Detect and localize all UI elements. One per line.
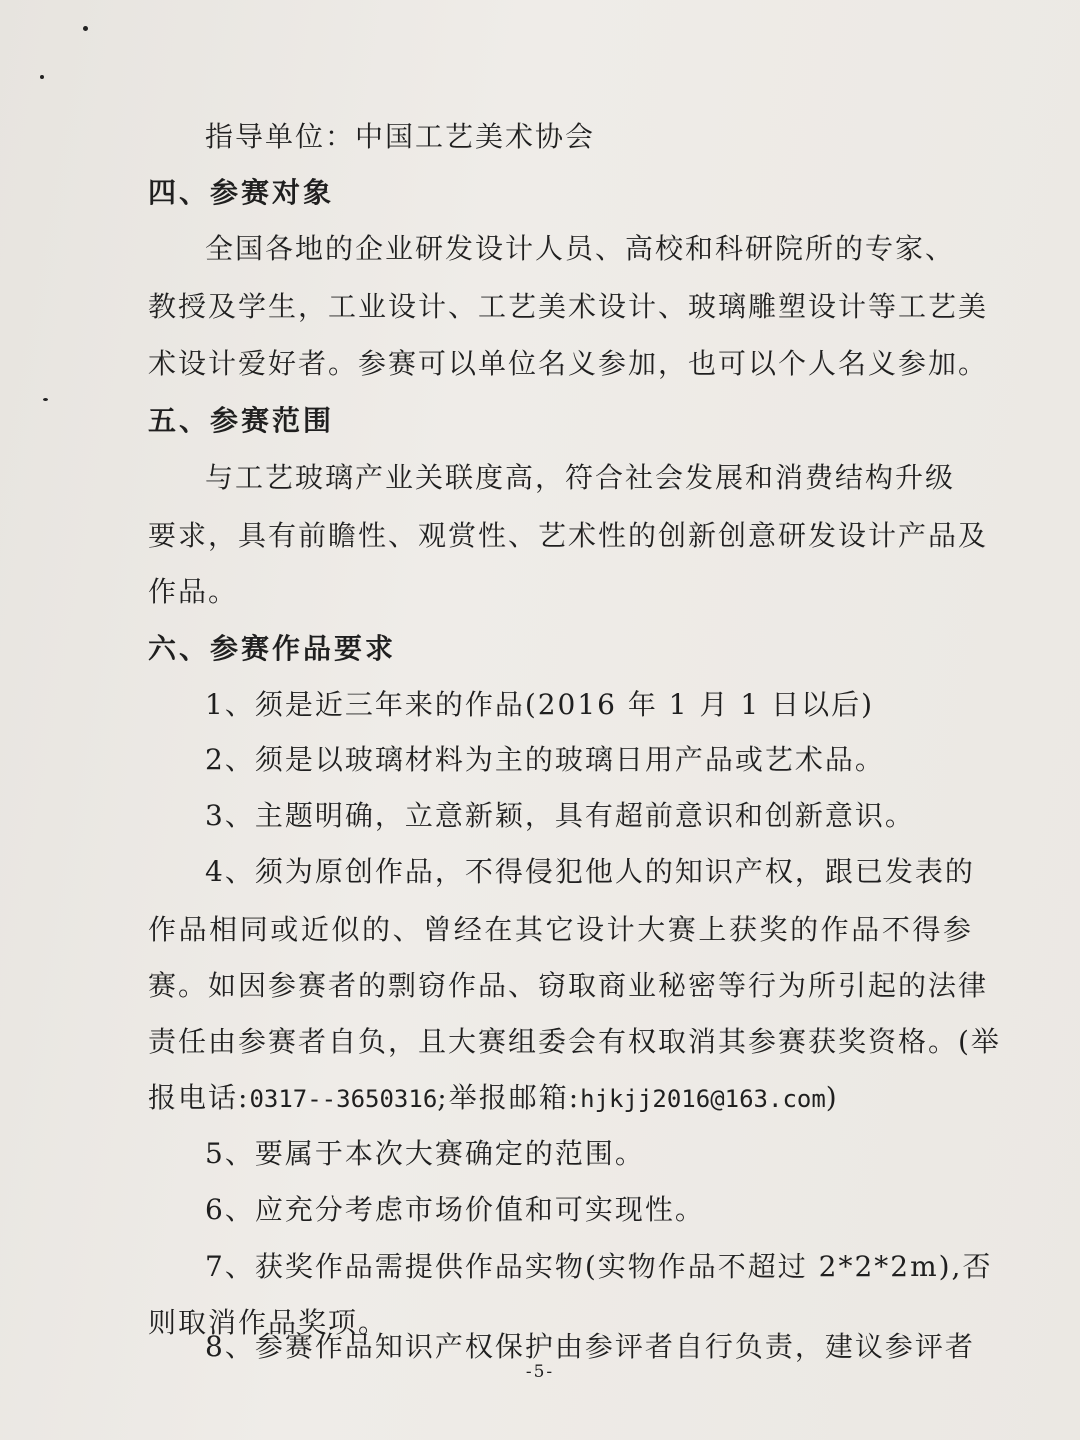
list-item: 2、须是以玻璃材料为主的玻璃日用产品或艺术品。 (205, 743, 885, 776)
guide-unit-line: 指导单位：中国工艺美术协会 (205, 120, 596, 153)
list-item: 4、须为原创作品，不得侵犯他人的知识产权，跟已发表的 (205, 855, 975, 888)
paragraph-line: 作品。 (148, 575, 239, 608)
list-item: 6、应充分考虑市场价值和可实现性。 (205, 1193, 705, 1226)
report-phone: 0317--3650316 (249, 1085, 438, 1113)
report-phone-label: 报电话: (148, 1081, 250, 1114)
report-email: hjkjj2016@163.com (580, 1085, 826, 1113)
page-number: -5- (525, 1362, 555, 1382)
scan-speck (40, 75, 44, 79)
list-item: 5、要属于本次大赛确定的范围。 (205, 1137, 645, 1170)
section-heading-scope: 五、参赛范围 (148, 404, 335, 437)
paragraph-line: 则取消作品奖项。 (148, 1306, 389, 1339)
paragraph-line: 术设计爱好者。参赛可以单位名义参加，也可以个人名义参加。 (148, 347, 989, 380)
paragraph-line: 与工艺玻璃产业关联度高，符合社会发展和消费结构升级 (205, 461, 956, 494)
list-item: 8、参赛作品知识产权保护由参评者自行负责，建议参评者 (205, 1330, 975, 1363)
list-item: 1、须是近三年来的作品(2016 年 1 月 1 日以后) (205, 688, 875, 721)
scan-speck (43, 398, 48, 401)
report-email-label: ;举报邮箱: (437, 1081, 581, 1114)
paragraph-line: 全国各地的企业研发设计人员、高校和科研院所的专家、 (205, 232, 956, 265)
closing-paren: ) (825, 1081, 839, 1114)
paragraph-line: 责任由参赛者自负，且大赛组委会有权取消其参赛获奖资格。(举 (148, 1025, 1001, 1058)
section-heading-participants: 四、参赛对象 (148, 176, 335, 209)
scan-speck (83, 26, 88, 31)
report-contact-line (148, 1071, 839, 1125)
paragraph-line: 要求，具有前瞻性、观赏性、艺术性的创新创意研发设计产品及 (148, 519, 989, 552)
paragraph-line: 教授及学生，工业设计、工艺美术设计、玻璃雕塑设计等工艺美 (148, 290, 989, 323)
list-item: 3、主题明确，立意新颖，具有超前意识和创新意识。 (205, 799, 915, 832)
section-heading-requirements: 六、参赛作品要求 (148, 632, 397, 665)
paragraph-line: 作品相同或近似的、曾经在其它设计大赛上获奖的作品不得参 (148, 913, 973, 946)
list-item: 7、获奖作品需提供作品实物(实物作品不超过 2*2*2m),否 (205, 1250, 993, 1283)
paragraph-line: 赛。如因参赛者的剽窃作品、窃取商业秘密等行为所引起的法律 (148, 969, 989, 1002)
